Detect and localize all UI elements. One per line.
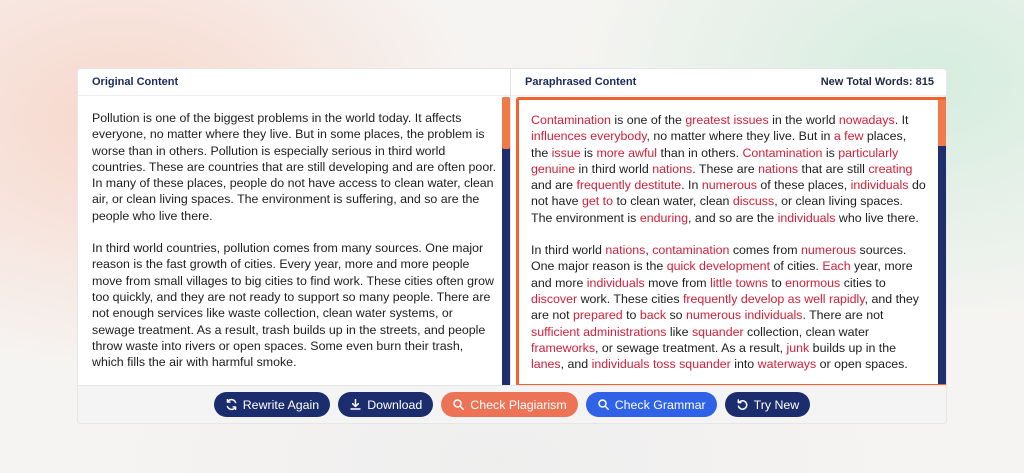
unchanged-text: that are still <box>798 161 869 176</box>
changed-word[interactable]: influences everybody <box>531 129 647 144</box>
unchanged-text: in third world <box>575 161 653 176</box>
unchanged-text: . These are <box>692 161 759 176</box>
search-icon <box>452 398 465 411</box>
changed-word[interactable]: Contamination <box>531 113 611 127</box>
changed-word[interactable]: little towns <box>710 275 768 290</box>
unchanged-text: of cities. <box>770 259 823 274</box>
unchanged-text: to <box>767 275 786 290</box>
unchanged-text: is <box>822 145 839 160</box>
unchanged-text: than in others. <box>657 145 743 160</box>
changed-word[interactable]: nations <box>758 161 799 176</box>
changed-word[interactable]: nations <box>652 161 693 176</box>
changed-word[interactable]: creating <box>868 161 913 176</box>
unchanged-text: , and so are the <box>688 210 778 225</box>
unchanged-text: cities to <box>840 275 886 290</box>
unchanged-text: and are <box>531 178 577 193</box>
try-new-label: Try New <box>753 397 800 412</box>
try-new-button[interactable] <box>725 392 811 417</box>
changed-word[interactable]: more awful <box>596 145 658 160</box>
paraphrased-text-area[interactable] <box>519 100 936 384</box>
changed-word[interactable]: individuals <box>586 275 645 290</box>
paraphrased-scrollbar[interactable] <box>938 100 946 384</box>
changed-word[interactable]: numerous <box>701 178 757 193</box>
paraphrased-scrollbar-thumb[interactable] <box>938 100 946 146</box>
unchanged-text: . There are not <box>802 308 884 323</box>
changed-word[interactable]: particularly genuine <box>531 145 899 176</box>
check-grammar-label: Check Grammar <box>614 397 706 412</box>
unchanged-text: is <box>580 145 597 160</box>
unchanged-text: , no matter where they live. But in <box>646 129 834 144</box>
unchanged-text: . In <box>681 178 702 193</box>
download-button[interactable] <box>338 392 433 417</box>
action-bar <box>78 385 946 423</box>
unchanged-text: or open spaces. <box>816 357 908 372</box>
changed-word[interactable]: individuals <box>850 178 909 193</box>
changed-word[interactable]: enormous <box>785 275 841 290</box>
changed-word[interactable]: individuals toss squander <box>591 357 731 372</box>
unchanged-text: of these places, <box>756 178 851 193</box>
changed-word[interactable]: prepared <box>573 308 623 323</box>
unchanged-text: into <box>730 357 758 372</box>
changed-word[interactable]: frequently develop as well rapidly <box>682 291 865 306</box>
changed-word[interactable]: back <box>639 308 667 323</box>
changed-word[interactable]: frameworks <box>531 340 596 355</box>
unchanged-text: In third world <box>531 243 606 258</box>
unchanged-text: who live there. <box>835 210 919 225</box>
download-label: Download <box>367 397 423 412</box>
changed-word[interactable]: Each <box>822 259 851 274</box>
changed-word[interactable]: frequently destitute <box>576 178 682 193</box>
original-paragraph-2: In third world countries, pollution comes from many sources. One major reason is the fast growth of cities. Every year, more and more people move from small villages to big cities to find work. These cities often grow too quickly, and they are not ready to support so many people. There are not enough services like waste collection, clean water systems, or sewage treatment. As a result, trash builds up in the streets, and people throw waste into rivers or open spaces. Some even burn their trash, which fills the air with harmful smoke. <box>92 241 494 370</box>
unchanged-text: year, more and more <box>531 259 913 290</box>
unchanged-text: to <box>622 308 640 323</box>
paraphrased-paragraph-2 <box>531 242 926 372</box>
original-scrollbar[interactable] <box>502 97 510 387</box>
refresh-icon <box>225 398 238 411</box>
changed-word[interactable]: issue <box>551 145 581 160</box>
check-plagiarism-button[interactable] <box>441 392 577 417</box>
unchanged-text: , or sewage treatment. As a result, <box>595 340 787 355</box>
unchanged-text: , <box>645 243 653 258</box>
check-grammar-button[interactable] <box>586 392 717 417</box>
changed-word[interactable]: enduring <box>639 210 689 225</box>
unchanged-text: , and they are not <box>531 291 919 323</box>
unchanged-text: like <box>666 324 692 339</box>
original-content-title: Original Content <box>92 76 179 88</box>
unchanged-text: , and <box>560 357 592 372</box>
original-content-panel <box>78 69 511 387</box>
changed-word[interactable]: Contamination <box>742 145 823 160</box>
unchanged-text: builds up in the <box>809 340 897 355</box>
search-icon <box>597 398 610 411</box>
original-content-header <box>78 69 510 96</box>
undo-icon <box>736 398 749 411</box>
unchanged-text: to clean water, clean <box>613 194 733 209</box>
changed-word[interactable]: lanes <box>531 357 561 372</box>
changed-word[interactable]: get to <box>581 194 613 209</box>
changed-word[interactable]: waterways <box>757 357 817 372</box>
unchanged-text: comes from <box>729 243 801 258</box>
unchanged-text: do not have <box>531 178 926 209</box>
original-text-area[interactable] <box>78 97 510 387</box>
original-paragraph-1: Pollution is one of the biggest problems in the world today. It affects everyone, no matter where they live. But in some places, the problem is worse than in others. Pollution is especially serious in third world countries. These are countries that are still developing and are often poor. In many of these places, people do not have access to clean water, clean air, or clean living spaces. The environment is suffering, and so are the people who live there. <box>92 111 497 223</box>
changed-word[interactable]: a few <box>833 129 864 144</box>
original-scrollbar-thumb[interactable] <box>502 97 510 149</box>
changed-word[interactable]: nowadays <box>838 113 895 127</box>
paraphrased-content-header <box>511 69 947 96</box>
changed-word[interactable]: greatest issues <box>685 113 769 127</box>
changed-word[interactable]: sufficient administrations <box>531 324 667 339</box>
unchanged-text: . It <box>894 113 909 127</box>
paraphrased-highlight-box <box>516 97 947 387</box>
changed-word[interactable]: individuals <box>777 210 836 225</box>
changed-word[interactable]: junk <box>786 340 810 355</box>
rewrite-again-button[interactable] <box>214 392 330 417</box>
rewrite-again-label: Rewrite Again <box>242 397 320 412</box>
unchanged-text: work. These cities <box>577 291 683 306</box>
unchanged-text: in the world <box>768 113 839 127</box>
changed-word[interactable]: quick development <box>666 259 771 274</box>
unchanged-text: places, the <box>531 129 907 160</box>
paraphrased-content-panel <box>511 69 947 387</box>
changed-word[interactable]: squander <box>691 324 744 339</box>
paraphrased-paragraph-1 <box>531 112 926 226</box>
unchanged-text: , or clean living spaces. The environment is <box>531 194 903 225</box>
changed-word[interactable]: numerous <box>801 243 857 258</box>
unchanged-text: is one of the <box>610 113 686 127</box>
changed-word[interactable]: discuss <box>732 194 775 209</box>
unchanged-text: move from <box>644 275 711 290</box>
unchanged-text: so <box>666 308 687 323</box>
paraphrased-content-title: Paraphrased Content <box>525 76 637 88</box>
changed-word[interactable]: discover <box>531 291 578 306</box>
paraphraser-card <box>77 68 947 424</box>
unchanged-text: sources. One major reason is the <box>531 243 907 274</box>
new-total-words: New Total Words: 815 <box>820 76 934 88</box>
changed-word[interactable]: nations <box>605 243 646 258</box>
changed-word[interactable]: numerous individuals <box>686 308 803 323</box>
check-plagiarism-label: Check Plagiarism <box>470 397 567 412</box>
download-icon <box>349 398 362 411</box>
unchanged-text: collection, clean water <box>743 324 869 339</box>
changed-word[interactable]: contamination <box>652 243 730 258</box>
